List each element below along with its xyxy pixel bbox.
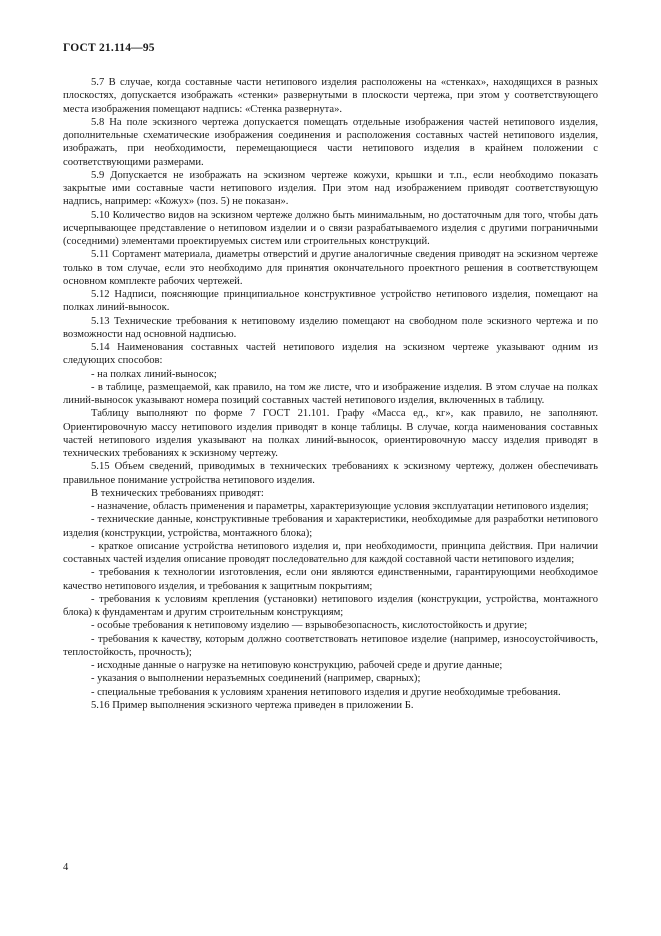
document-body: [63, 76, 598, 712]
list-item: - краткое описание устройства нетипового изделия и, при необходимости, принципа действия. При наличии составных частей изделия описание проводят последовательно для каждой составной части нетипового изделия;: [63, 540, 598, 565]
paragraph-5-11: 5.11 Сортамент материала, диаметры отверстий и другие аналогичные сведения приводят на эскизном чертеже только в том случае, если это необходимо для принятия окончательного проектного решения в соответствующем основном комплекте рабочих чертежей.: [63, 249, 598, 287]
paragraph-requirements-intro: В технических требованиях приводят:: [91, 487, 264, 499]
list-item: - требования к условиям крепления (установки) нетипового изделия (конструкции, устройства, монтажного блока) к фундаментам и другим строительным конструкциям;: [63, 593, 598, 618]
list-item: - требования к качеству, которым должно соответствовать нетиповое изделие (например, износоустойчивость, теплостойкость, прочность);: [63, 633, 598, 658]
page-number: 4: [63, 862, 69, 873]
list-item: - назначение, область применения и параметры, характеризующие условия эксплуатации нетипового изделия;: [91, 501, 589, 512]
paragraph-table-note: Таблицу выполняют по форме 7 ГОСТ 21.101. Графу «Масса ед., кг», как правило, не заполняют. Ориентировочную массу нетипового изделия приводят в конце таблицы. В случае, когда наименования составных частей нетипового изделия указывают на полках линий-выносок, ориентировочную массу изделия приводят в технических требованиях к эскизному чертежу.: [63, 408, 598, 459]
list-item: - исходные данные о нагрузке на нетиповую конструкцию, рабочей среде и другие данные;: [91, 660, 503, 671]
paragraph-5-12: 5.12 Надписи, поясняющие принципиальное конструктивное устройство нетипового изделия, помещают на полках линий-выносок.: [63, 289, 598, 314]
paragraph-5-9: 5.9 Допускается не изображать на эскизном чертеже кожухи, крышки и т.п., если необходимо показать закрытые ими составные части нетипового изделия. При этом над изображением приводят соответствующую надпись, например: «Кожух» (поз. 5) не показан».: [63, 169, 598, 208]
page-header: ГОСТ 21.114—95: [63, 42, 155, 54]
list-item: - требования к технологии изготовления, если они являются единственными, гарантирующими необходимое качество нетипового изделия, и требования к защитным покрытиям;: [63, 567, 598, 592]
list-item: - технические данные, конструктивные требования и характеристики, необходимые для разработки нетипового изделия (конструкции, устройства, монтажного блока);: [63, 514, 598, 539]
paragraph-5-16: 5.16 Пример выполнения эскизного чертежа приведен в приложении Б.: [91, 699, 414, 711]
list-item: - особые требования к нетиповому изделию — взрывобезопасность, кислотостойкость и другие;: [91, 620, 528, 632]
list-item: - указания о выполнении неразъемных соединений (например, сварных);: [91, 673, 421, 685]
paragraph-5-14: 5.14 Наименования составных частей нетипового изделия на эскизном чертеже указывают одним из следующих способов:: [63, 342, 598, 367]
list-item: - на полках линий-выносок;: [91, 368, 217, 380]
paragraph-5-7: 5.7 В случае, когда составные части нетипового изделия расположены на «стенках», находящихся в разных плоскостях, допускается изображать «стенки» развернутыми в плоскости чертежа, при этом у соответствующего места изображения помещают надпись: «Стенка развернута».: [63, 77, 598, 115]
paragraph-5-8: 5.8 На поле эскизного чертежа допускается помещать отдельные изображения частей нетипового изделия, дополнительные схематические изображения соединения и расположения составных частей нетипового изделия, изображать, при необходимости, перемещающиеся части нетипового изделия в крайнем положении с соответствующими размерами.: [63, 116, 598, 168]
list-item: - специальные требования к условиям хранения нетипового изделия и другие необходимые требования.: [91, 686, 561, 698]
paragraph-5-10: 5.10 Количество видов на эскизном чертеже должно быть минимальным, но достаточным для того, чтобы дать исчерпывающее представление о нетиповом изделии и о связи разрабатываемого изделия с другими пограничными (соседними) элементами проектируемых систем или строительных конструкций.: [63, 209, 598, 247]
list-item: - в таблице, размещаемой, как правило, на том же листе, что и изображение изделия. В этом случае на полках линий-выносок указывают номера позиций составных частей нетипового изделия, включенных в таблицу.: [63, 381, 598, 406]
paragraph-5-15: 5.15 Объем сведений, приводимых в технических требованиях к эскизному чертежу, должен обеспечивать правильное понимание устройства нетипового изделия.: [63, 461, 598, 486]
paragraph-5-13: 5.13 Технические требования к нетиповому изделию помещают на свободном поле эскизного чертежа и по возможности над основной надписью.: [63, 315, 598, 340]
